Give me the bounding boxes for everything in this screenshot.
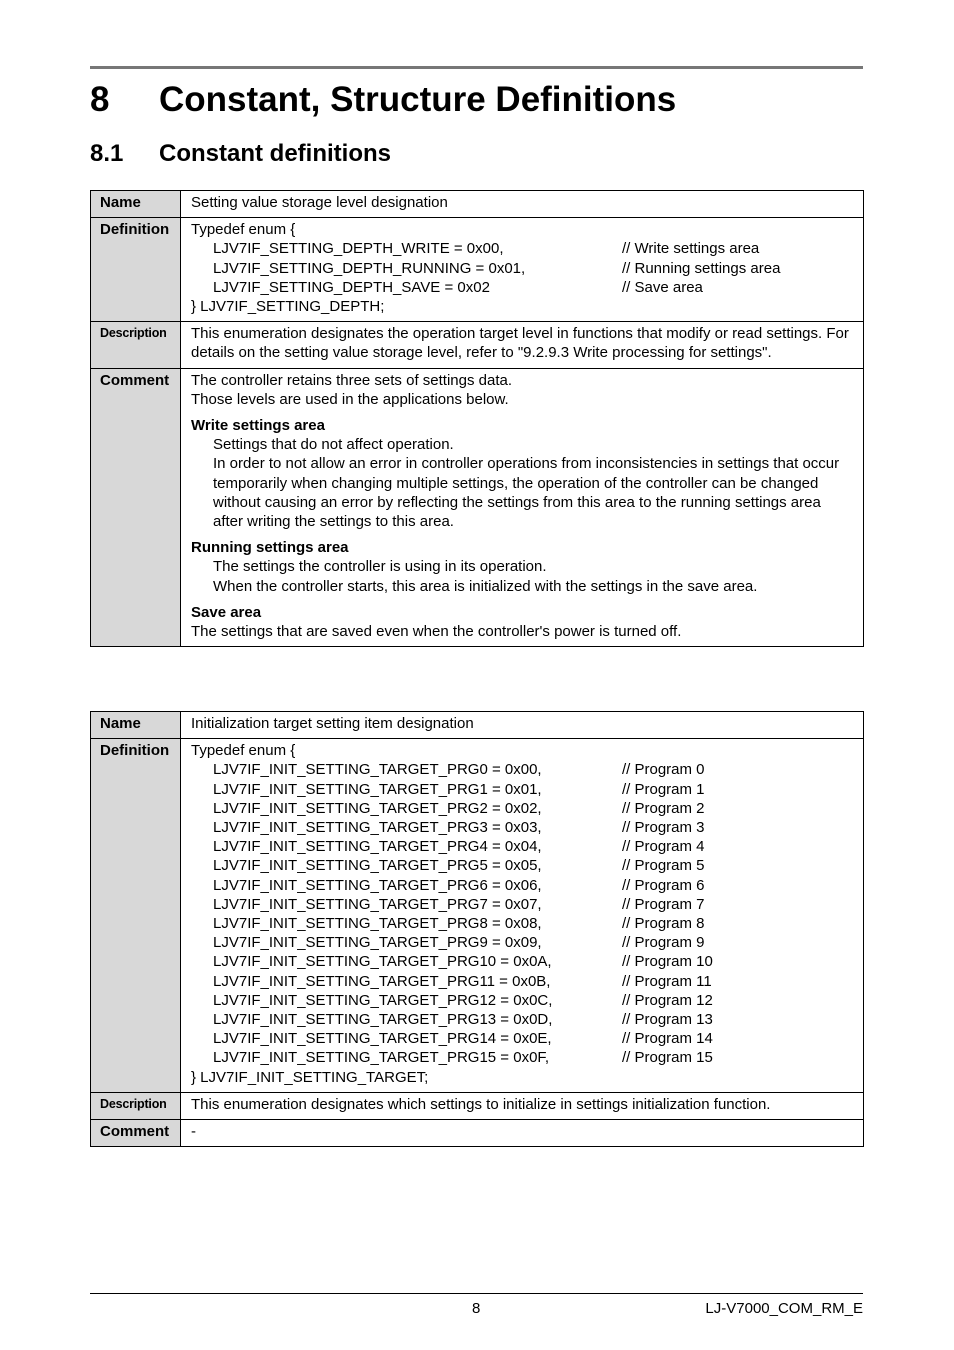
enum-comment: // Program 3 bbox=[622, 819, 705, 837]
description-value: This enumeration designates which settings to initialize in settings initialization function. bbox=[181, 1092, 864, 1119]
enum-member: LJV7IF_INIT_SETTING_TARGET_PRG3 = 0x03, bbox=[213, 819, 542, 837]
enum-comment: // Write settings area bbox=[622, 240, 760, 258]
name-label: Name bbox=[91, 712, 181, 739]
section-heading bbox=[90, 140, 391, 168]
section-number: 8.1 bbox=[90, 140, 124, 167]
comment-text: Settings that do not affect operation. bbox=[213, 436, 454, 454]
enum-comment: // Running settings area bbox=[622, 259, 781, 277]
page-number: 8 bbox=[472, 1300, 481, 1317]
enum-comment: // Program 8 bbox=[622, 915, 705, 933]
enum-comment: // Program 9 bbox=[622, 934, 705, 952]
enum-member: LJV7IF_INIT_SETTING_TARGET_PRG2 = 0x02, bbox=[213, 799, 542, 817]
code-row bbox=[191, 239, 853, 258]
definition-label: Definition bbox=[91, 218, 181, 322]
setting-depth-table bbox=[90, 190, 864, 647]
enum-member: LJV7IF_INIT_SETTING_TARGET_PRG5 = 0x05, bbox=[213, 857, 542, 875]
code-row bbox=[191, 876, 853, 895]
table-row bbox=[91, 218, 864, 322]
init-setting-target-table bbox=[90, 711, 864, 1147]
enum-comment: // Program 1 bbox=[622, 780, 705, 798]
code-row bbox=[191, 914, 853, 933]
document-id: LJ-V7000_COM_RM_E bbox=[705, 1300, 863, 1317]
enum-member: LJV7IF_INIT_SETTING_TARGET_PRG11 = 0x0B, bbox=[213, 972, 551, 990]
enum-member: LJV7IF_SETTING_DEPTH_RUNNING = 0x01, bbox=[213, 259, 526, 277]
definition-value bbox=[181, 739, 864, 1093]
comment-value: - bbox=[181, 1120, 864, 1147]
code-row bbox=[191, 991, 853, 1010]
code-row bbox=[191, 837, 853, 856]
code-row bbox=[191, 818, 853, 837]
comment-text: When the controller starts, this area is initialized with the settings in the save area. bbox=[213, 577, 758, 595]
enum-member: LJV7IF_INIT_SETTING_TARGET_PRG12 = 0x0C, bbox=[213, 991, 553, 1009]
chapter-number: 8 bbox=[90, 80, 110, 119]
table-row bbox=[91, 1092, 864, 1119]
code-row bbox=[191, 856, 853, 875]
code-row bbox=[191, 760, 853, 779]
enum-comment: // Program 13 bbox=[622, 1011, 713, 1029]
enum-comment: // Save area bbox=[622, 278, 703, 296]
enum-comment: // Program 15 bbox=[622, 1049, 713, 1067]
comment-text: The controller retains three sets of settings data. bbox=[191, 371, 512, 389]
code-row bbox=[191, 259, 853, 278]
top-rule bbox=[90, 66, 863, 69]
comment-text: The settings the controller is using in its operation. bbox=[213, 558, 547, 576]
enum-member: LJV7IF_INIT_SETTING_TARGET_PRG13 = 0x0D, bbox=[213, 1011, 553, 1029]
comment-label: Comment bbox=[91, 368, 181, 647]
code-rows bbox=[191, 239, 853, 297]
code-row bbox=[191, 933, 853, 952]
code-row bbox=[191, 278, 853, 297]
enum-comment: // Program 10 bbox=[622, 953, 713, 971]
enum-member: LJV7IF_INIT_SETTING_TARGET_PRG1 = 0x01, bbox=[213, 780, 542, 798]
description-value: This enumeration designates the operation target level in functions that modify or read settings. For details on the setting value storage level, refer to "9.2.9.3 Write processing for settings". bbox=[181, 322, 864, 368]
enum-member: LJV7IF_INIT_SETTING_TARGET_PRG10 = 0x0A, bbox=[213, 953, 552, 971]
enum-member: LJV7IF_SETTING_DEPTH_SAVE = 0x02 bbox=[213, 278, 490, 296]
code-line: } LJV7IF_SETTING_DEPTH; bbox=[191, 298, 385, 316]
name-value: Initialization target setting item designation bbox=[181, 712, 864, 739]
code-row bbox=[191, 799, 853, 818]
table-row bbox=[91, 191, 864, 218]
enum-comment: // Program 11 bbox=[622, 972, 712, 990]
enum-comment: // Program 5 bbox=[622, 857, 705, 875]
subsection-title: Save area bbox=[191, 603, 262, 621]
table-row bbox=[91, 368, 864, 647]
code-line: Typedef enum { bbox=[191, 742, 296, 760]
table-row bbox=[91, 1120, 864, 1147]
code-line: } LJV7IF_INIT_SETTING_TARGET; bbox=[191, 1068, 429, 1086]
code-line: Typedef enum { bbox=[191, 221, 296, 239]
description-label: Description bbox=[91, 322, 181, 368]
enum-comment: // Program 12 bbox=[622, 991, 713, 1009]
code-row bbox=[191, 780, 853, 799]
enum-member: LJV7IF_INIT_SETTING_TARGET_PRG6 = 0x06, bbox=[213, 876, 542, 894]
enum-comment: // Program 6 bbox=[622, 876, 705, 894]
code-row bbox=[191, 1010, 853, 1029]
subsection-title: Running settings area bbox=[191, 539, 349, 557]
code-row bbox=[191, 1029, 853, 1048]
definition-label: Definition bbox=[91, 739, 181, 1093]
subsection-title: Write settings area bbox=[191, 417, 325, 435]
chapter-title: Constant, Structure Definitions bbox=[159, 80, 677, 119]
table-row bbox=[91, 322, 864, 368]
enum-comment: // Program 0 bbox=[622, 761, 705, 779]
enum-member: LJV7IF_SETTING_DEPTH_WRITE = 0x00, bbox=[213, 240, 504, 258]
code-row bbox=[191, 952, 853, 971]
table-row bbox=[91, 712, 864, 739]
code-rows bbox=[191, 760, 853, 1067]
comment-text: Those levels are used in the applications below. bbox=[191, 390, 509, 408]
code-row bbox=[191, 895, 853, 914]
section-title: Constant definitions bbox=[159, 140, 391, 167]
enum-member: LJV7IF_INIT_SETTING_TARGET_PRG14 = 0x0E, bbox=[213, 1030, 552, 1048]
enum-comment: // Program 7 bbox=[622, 895, 705, 913]
enum-member: LJV7IF_INIT_SETTING_TARGET_PRG4 = 0x04, bbox=[213, 838, 542, 856]
chapter-heading bbox=[90, 80, 676, 120]
comment-value bbox=[181, 368, 864, 647]
name-label: Name bbox=[91, 191, 181, 218]
bottom-rule bbox=[90, 1293, 863, 1294]
enum-member: LJV7IF_INIT_SETTING_TARGET_PRG7 = 0x07, bbox=[213, 895, 542, 913]
comment-label: Comment bbox=[91, 1120, 181, 1147]
enum-member: LJV7IF_INIT_SETTING_TARGET_PRG15 = 0x0F, bbox=[213, 1049, 550, 1067]
table-row bbox=[91, 739, 864, 1093]
enum-comment: // Program 4 bbox=[622, 838, 705, 856]
enum-member: LJV7IF_INIT_SETTING_TARGET_PRG0 = 0x00, bbox=[213, 761, 542, 779]
enum-comment: // Program 14 bbox=[622, 1030, 713, 1048]
comment-text: The settings that are saved even when the controller's power is turned off. bbox=[191, 623, 682, 641]
enum-comment: // Program 2 bbox=[622, 799, 705, 817]
enum-member: LJV7IF_INIT_SETTING_TARGET_PRG9 = 0x09, bbox=[213, 934, 542, 952]
definition-value bbox=[181, 218, 864, 322]
code-row bbox=[191, 972, 853, 991]
description-label: Description bbox=[91, 1092, 181, 1119]
enum-member: LJV7IF_INIT_SETTING_TARGET_PRG8 = 0x08, bbox=[213, 915, 542, 933]
comment-text: In order to not allow an error in controller operations from inconsistencies in settings that occur temporarily when changing multiple settings, the operation of the controller can be changed without causing an error by reflecting the settings from this area to the running settings area after writing the settings to this area. bbox=[213, 455, 840, 531]
name-value: Setting value storage level designation bbox=[181, 191, 864, 218]
code-row bbox=[191, 1048, 853, 1067]
